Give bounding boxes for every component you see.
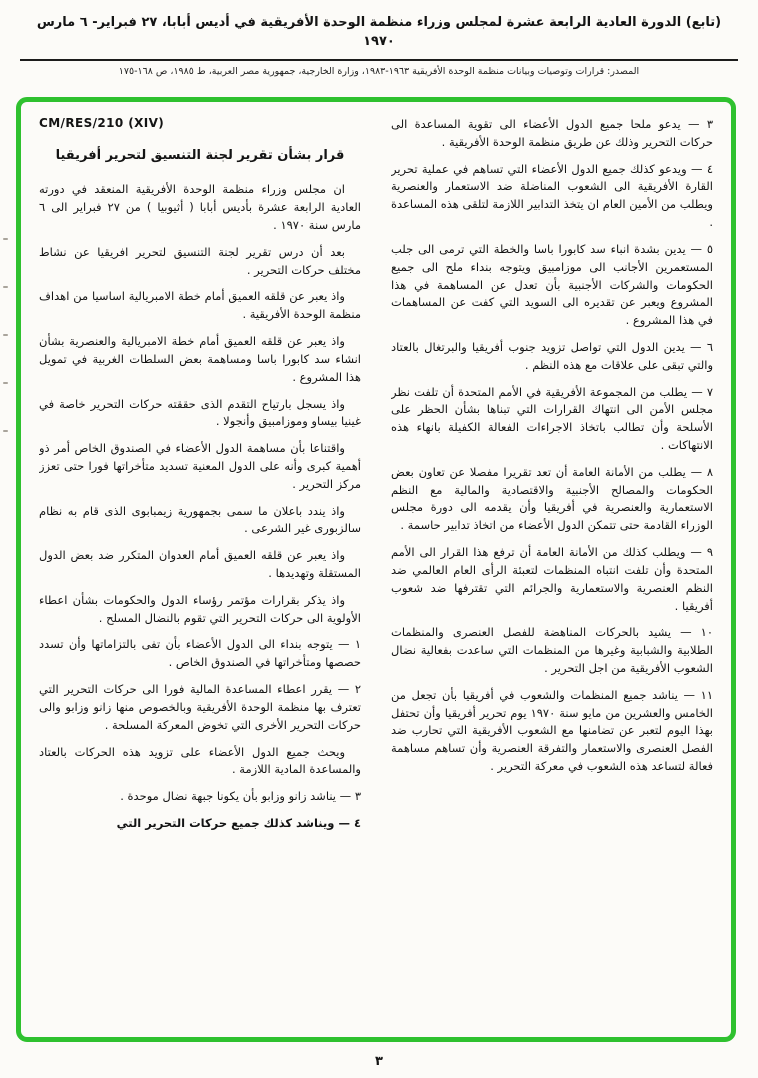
scan-mark [3, 334, 8, 336]
paragraph: ٩ — ويطلب كذلك من الأمانة العامة أن ترفع هذا القرار الى الأمم المتحدة وأن تلفت انتباه المنظمات لتعبئة الرأى العام العالمي ضد النظم العنصرية والاستعمارية والجرائم التي تقترفها ضد شعوب أفريقيا . [391, 545, 713, 613]
paragraph: ٢ — يقرر اعطاء المساعدة المالية فورا الى حركات التحرير التي تعترف بها منظمة الوحدة الأفريقية وبالخصوص منها زانو وزابو والى حركات التحرير الأخرى التي تخوض المعركة المسلحة . [39, 682, 361, 732]
columns [39, 116, 713, 1023]
paragraph: واذ يذكر بقرارات مؤتمر رؤساء الدول والحكومات بشأن اعطاء الأولوية الى حركات التحرير التي تقوم بالنضال المسلح . [39, 592, 361, 625]
paragraph: واذ يسجل بارتياح التقدم الذى حققته حركات التحرير خاصة في غينيا بيساو وموزامبيق وأنجولا . [39, 396, 361, 429]
scan-mark [3, 286, 8, 288]
paragraph: ٦ — يدين الدول التي تواصل تزويد جنوب أفريقيا والبرتغال بالعتاد والتي تبقى على علاقات مع هذه النظم . [391, 339, 713, 372]
paragraph: واذ يعبر عن قلقه العميق أمام العدوان المتكرر ضد بعض الدول المستقلة وتهديدها . [39, 548, 361, 581]
paragraph: بعد أن درس تقرير لجنة التنسيق لتحرير افريقيا عن نشاط مختلف حركات التحرير . [39, 244, 361, 277]
header-divider [20, 59, 738, 61]
right-column [391, 116, 713, 1023]
scan-artifacts [3, 238, 8, 432]
paragraph: واذ يعبر عن قلقه العميق أمام خطة الامبريالية اساسيا من اهداف منظمة الوحدة الأفريقية . [39, 289, 361, 322]
source-line: المصدر: قرارات وتوصيات وبيانات منظمة الوحدة الأفريقية ١٩٦٣-١٩٨٣، وزارة الخارجية، جمهورية مصر العربية، ط ١٩٨٥، ص ١٦٨-١٧٥ [118, 65, 640, 77]
resolution-title: قرار بشأن تقرير لجنة التنسيق لتحرير أفريقيا [55, 148, 345, 163]
scan-mark [3, 382, 8, 384]
paragraph: ٨ — يطلب من الأمانة العامة أن تعد تقريرا مفصلا عن تعاون بعض الحكومات والمصالح الأجنبية والاقتصادية والمالية مع النظم الاستعمارية والعنصرية في أفريقيا وأن يقدمه الى دورة مجلس الوزراء القادمة حتى تتمكن الدول الأعضاء من اتخاذ تدابير حاسمة . [391, 464, 713, 533]
scan-mark [3, 238, 8, 240]
paragraph: ٣ — يناشد زانو وزابو بأن يكونا جبهة نضال موحدة . [120, 789, 361, 804]
paragraph: ٥ — يدين بشدة انباء سد كابورا باسا والخطة التي ترمى الى جلب المستعمرين الأجانب الى موزامبيق ويتوجه بنداء ملح الى جميع الحكومات والشركات الأجنبية بأن تعدل عن المساهمة في هذا المشروع ويعبر عن تقديره الى السويد التي كفت عن المساهمات في هذا المشروع . [391, 241, 713, 328]
paragraph: واذ يندد باعلان ما سمى بجمهورية زيمبابوى الذى قام به نظام سالزبورى غير الشرعى . [39, 503, 361, 536]
paragraph: ١١ — يناشد جميع المنظمات والشعوب في أفريقيا بأن تجعل من الخامس والعشرين من مايو سنة ١٩٧٠ يوم تحرير أفريقيا وأن تحتفل بهذا اليوم لتعبر عن تضامنها مع الشعوب الأفريقية التي تحارب ضد الفصل العنصرى والاستعمار والتفرقة العنصرية وأن تساهم مساهمة فعالة لتساعد هذه الشعوب في معركة التحرير . [391, 687, 713, 773]
paragraph: ١٠ — يشيد بالحركات المناهضة للفصل العنصرى والمنظمات الطلابية والشبابية وغيرها من المنظمات التي ساعدت بفعالية نضال الشعوب الأفريقية من اجل التحرير . [391, 625, 713, 675]
paragraph: ٤ — ويناشد كذلك جميع حركات التحرير التي [116, 815, 361, 830]
paragraph: واذ يعبر عن قلقه العميق أمام خطة الامبريالية والعنصرية بشأن انشاء سد كابورا باسا ومساهمة بعض السلطات الغربية في تمويل هذا المشروع . [39, 334, 361, 384]
page-number: ٣ [375, 1054, 383, 1069]
page-header [0, 0, 758, 52]
paragraph: واقتناعا بأن مساهمة الدول الأعضاء في الصندوق الخاص أمر ذو أهمية كبرى وأنه على الدول المعنية تسديد متأخراتها فورا حتى تعزز مركز التحرير . [39, 441, 361, 491]
paragraph: ويحث جميع الدول الأعضاء على تزويد هذه الحركات بالعتاد والمساعدة المادية اللازمة . [39, 744, 361, 777]
resolution-box [16, 97, 736, 1042]
paragraph: ٣ — يدعو ملحا جميع الدول الأعضاء الى تقوية المساعدة الى حركات التحرير وذلك عن طريق منظمة الوحدة الأفريقية . [391, 117, 713, 149]
header-title: (تابع) الدورة العادية الرابعة عشرة لمجلس وزراء منظمة الوحدة الأفريقية في أديس أبابا، ٢٧ فبراير- ٦ مارس ١٩٧٠ [36, 15, 722, 49]
paragraph: ٤ — ويدعو كذلك جميع الدول الأعضاء التي تساهم في عملية تحرير القارة الأفريقية الى الشعوب المناضلة ضد الاستعمار والعنصرية ويطلب من الأمين العام ان يتخذ التدابير اللازمة لتلقى هذه المساعدة . [391, 161, 713, 230]
paragraph: ٧ — يطلب من المجموعة الأفريقية في الأمم المتحدة أن تلفت نظر مجلس الأمن الى انتهاك القرارات التي تبناها بشأن الحظر على الأسلحة وأن تطالب باتخاذ الاجراءات الفعالة الكفيلة بانهاء هذه الانتهاكات . [391, 384, 713, 452]
scan-mark [3, 430, 8, 432]
resolution-ref: CM/RES/210 (XIV) [39, 116, 165, 130]
paragraph: ان مجلس وزراء منظمة الوحدة الأفريقية المنعقد في دورته العادية الرابعة عشرة بأديس أبابا ( أثيوبيا ) من ٢٧ فبراير الى ٦ مارس سنة ١٩٧٠ . [39, 182, 361, 233]
paragraph: ١ — يتوجه بنداء الى الدول الأعضاء بأن تفى بالتزاماتها وأن تسدد حصصها ومتأخراتها في الصندوق الخاص . [39, 637, 361, 670]
left-column [39, 116, 361, 1023]
